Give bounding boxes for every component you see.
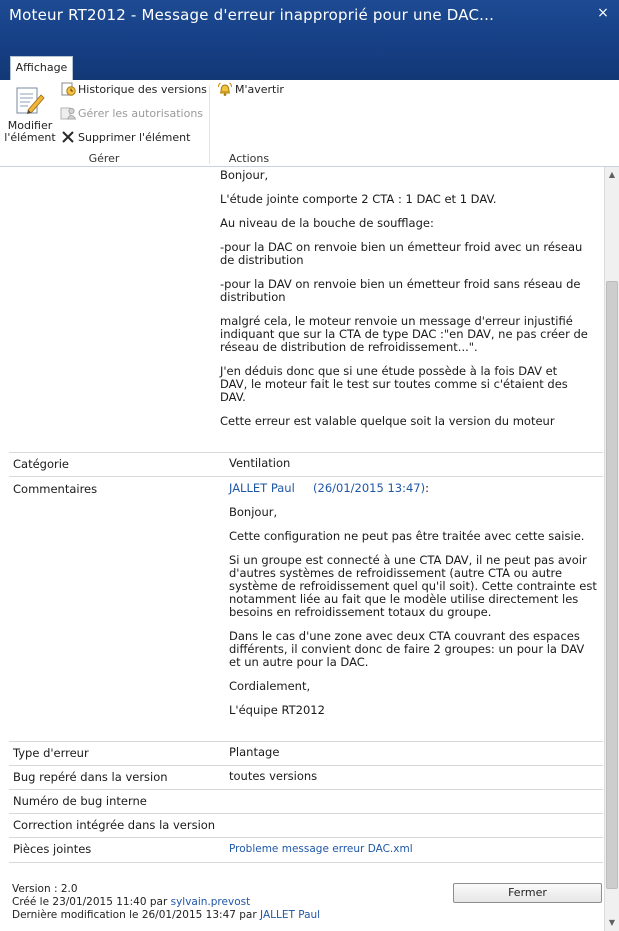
category-value: Ventilation [229,456,291,470]
field-label: Bug repéré dans la version [13,770,168,784]
field-label: Catégorie [13,457,69,471]
history-icon [60,81,76,97]
close-icon[interactable]: × [597,5,609,21]
bell-icon [217,81,233,97]
item-form [0,167,604,931]
field-label: Numéro de bug interne [13,794,147,808]
description-paragraph: Cette erreur est valable quelque soit la version du moteur [220,414,555,428]
field-label: Type d'erreur [13,746,89,760]
comment-author-link[interactable]: JALLET Paul [229,481,295,495]
alert-me-button[interactable]: M'avertir [217,81,284,99]
field-row-attachments [9,837,603,863]
field-row-bug-version [9,765,603,790]
vertical-scrollbar[interactable] [604,167,619,931]
delete-x-icon [60,129,76,145]
description-paragraph: Au niveau de la bouche de soufflage: [220,216,434,230]
field-label: Commentaires [13,482,98,496]
field-label: Correction intégrée dans la version [13,818,216,832]
created-by-link[interactable]: sylvain.prevost [170,896,251,908]
scrollbar-thumb[interactable] [606,281,618,889]
group-label-manage: Gérer [88,152,120,165]
dialog-title: Moteur RT2012 - Message d'erreur inapproprié pour une DAC... [9,6,495,24]
error-type-value: Plantage [229,745,280,759]
comment-paragraph: Bonjour, [229,505,278,519]
scroll-up-icon[interactable]: ▲ [608,170,616,179]
modified-by-link[interactable]: JALLET Paul [260,909,321,921]
field-row-category [9,452,603,477]
description-paragraph: malgré cela, le moteur renvoie un message d'erreur injustifié indiquant que sur la CTA de type DAC :"en DAV, ne pas créer de réseau de distribution de refroidissement...". [220,314,588,354]
modify-item-label: Modifier l'élément [4,119,56,144]
field-row-fix-version [9,813,603,838]
comment-paragraph: L'équipe RT2012 [229,703,325,717]
field-row-error-type [9,741,603,766]
description-paragraph: -pour la DAV on renvoie bien un émetteur froid sans réseau de distribution [220,277,581,304]
tab-affichage[interactable]: Affichage [10,56,73,80]
comment-date-link[interactable]: (26/01/2015 13:47) [313,481,426,495]
comment-paragraph: Dans le cas d'une zone avec deux CTA couvrant des espaces différents, il convient donc de faire 2 groupes: un pour la DAV et un autre pour la DAC. [229,629,585,669]
field-row-internal-bug [9,789,603,814]
description-paragraph: Bonjour, [220,168,269,182]
permissions-icon [60,105,76,121]
ribbon [0,80,619,167]
title-bar [0,0,619,80]
modify-item-button[interactable] [4,82,56,146]
edit-document-icon [14,85,46,120]
created-info: Créé le 23/01/2015 11:40 par sylvain.prevost [12,896,251,908]
comments-value: JALLET Paul (26/01/2015 13:47): Bonjour, Cette configuration ne peut pas être traitée avec cette saisie. Si un groupe est connecté à une CTA DAV, il ne peut pas avoir d'autres systèmes de refroidissement (autre CTA ou autre système de refroidissement quel qu'il soit). Cette contrainte est notamment liée au fait que le modèle utilise directement les besoins en refroidissement totaux du groupe. Dans le cas d'une zone avec deux CTA couvrant des espaces différents, il convient donc de faire 2 groupes: un pour la DAV et un autre pour la DAC. Cordialement, L'équipe RT2012 [229,481,597,717]
bug-version-value: toutes versions [229,769,318,783]
attachment-link[interactable]: Probleme message erreur DAC.xml [229,843,413,855]
close-button[interactable]: Fermer [453,883,602,903]
comment-paragraph: Cette configuration ne peut pas être traitée avec cette saisie. [229,529,585,543]
description-paragraph: -pour la DAC on renvoie bien un émetteur froid avec un réseau de distribution [220,240,583,267]
comment-paragraph: Si un groupe est connecté à une CTA DAV, il ne peut pas avoir d'autres systèmes de refroidissement (autre CTA ou autre système de refroidissement quel qu'il soit). Cette contrainte est notamment liée au fait que le modèle utilise directement les besoins en refroidissement totaux du groupe. [229,553,597,619]
ribbon-group-separator [209,86,210,164]
delete-item-button[interactable]: Supprimer l'élément [60,129,190,147]
description-paragraph: J'en déduis donc que si une étude possède à la fois DAV et DAV, le moteur fait le test sur toutes comme si c'étaient des DAV. [220,364,568,404]
description-value [220,169,588,439]
group-label-actions: Actions [228,152,270,165]
version-history-button[interactable]: Historique des versions [60,81,207,99]
modified-info: Dernière modification le 26/01/2015 13:47 par JALLET Paul [12,909,321,921]
description-paragraph: L'étude jointe comporte 2 CTA : 1 DAC et 1 DAV. [220,192,497,206]
scroll-down-icon[interactable]: ▼ [608,918,616,927]
manage-permissions-button[interactable]: Gérer les autorisations [60,105,203,123]
version-info: Version : 2.0 [12,883,78,895]
field-label: Pièces jointes [13,842,92,856]
comment-paragraph: Cordialement, [229,679,311,693]
field-row-comments [9,476,603,742]
